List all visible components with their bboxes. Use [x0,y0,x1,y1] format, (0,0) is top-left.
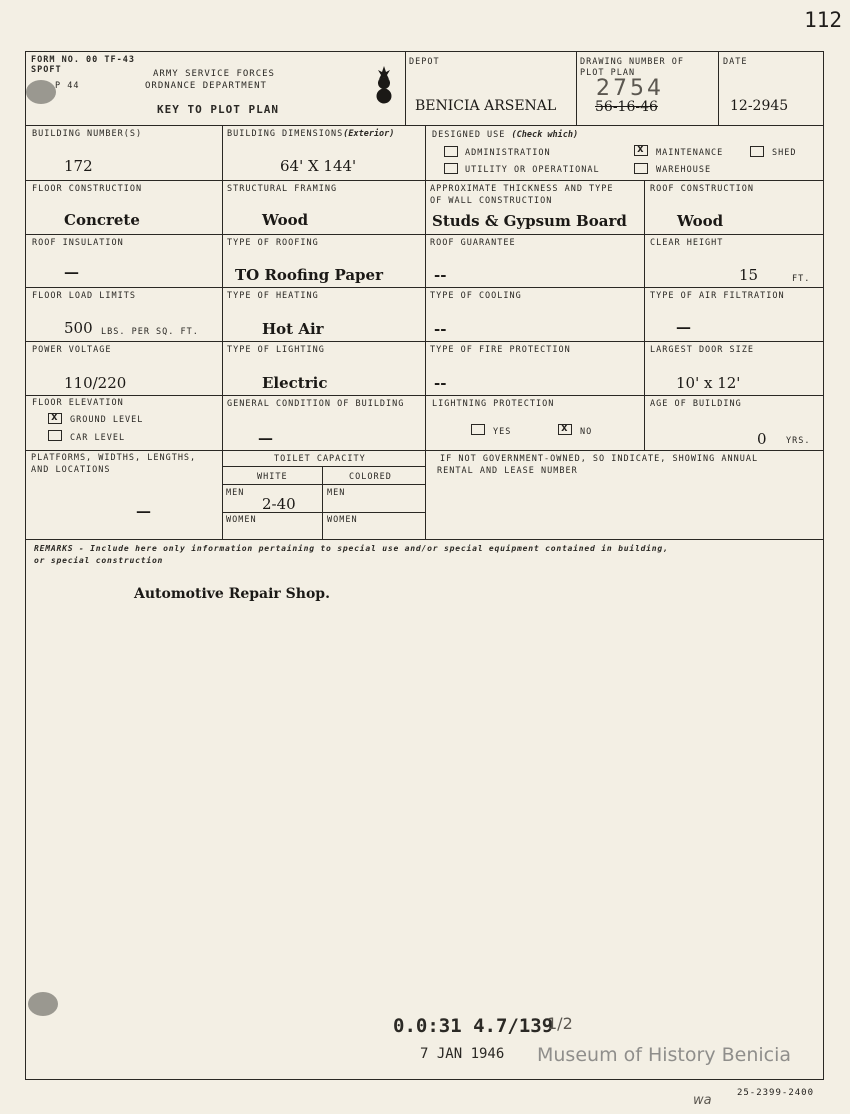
remarks-label-1: REMARKS - Include here only information pertaining to special use and/or special equipment contained in building, [34,544,669,553]
lightning-label: LIGHTNING PROTECTION [432,399,555,409]
designed-use-label: DESIGNED USE (Check which) [432,130,579,140]
lighting-value: Electric [262,374,328,392]
remarks-value: Automotive Repair Shop. [134,586,330,602]
drawing-number-old: 56-16-46 [595,99,658,115]
depot-value: BENICIA ARSENAL [415,98,557,114]
form-title: KEY TO PLOT PLAN [157,103,279,116]
drawing-number-handwritten: 2754 [596,76,664,101]
building-numbers-label: BUILDING NUMBER(S) [32,129,143,139]
dimensions-value: 64' X 144' [280,157,357,175]
form-p: P 44 [55,81,80,91]
depot-label: DEPOT [409,57,440,67]
floor-load-label: FLOOR LOAD LIMITS [32,291,136,301]
heating-value: Hot Air [262,320,324,338]
museum-watermark: Museum of History Benicia [537,1044,792,1066]
toilet-colored-label: COLORED [349,472,392,482]
receipt-stamp-fraction: 1/2 [547,1014,573,1033]
air-filtration-label: TYPE OF AIR FILTRATION [650,291,785,301]
roof-construction-value: Wood [677,212,724,230]
page-number: 112 [804,8,842,32]
toilet-white-label: WHITE [257,472,288,482]
form-sub: SPOFT [31,65,62,75]
checkbox-lightning-yes[interactable] [471,424,485,435]
toilet-white-women-label: WOMEN [226,515,257,525]
condition-value: — [258,429,273,447]
condition-label: GENERAL CONDITION OF BUILDING [227,399,405,409]
form-number: FORM NO. 00 TF-43 [31,55,135,65]
floor-load-unit: LBS. PER SQ. FT. [101,327,199,337]
date-label: DATE [723,57,748,67]
use-utility-label: UTILITY OR OPERATIONAL [465,165,600,175]
floor-construction-label: FLOOR CONSTRUCTION [32,184,143,194]
checkbox-ground-level-checked[interactable] [48,413,62,424]
agency-line-2: ORDNANCE DEPARTMENT [145,81,267,91]
receipt-stamp-date: 7 JAN 1946 [420,1046,505,1062]
dimensions-label: BUILDING DIMENSIONS(Exterior) [227,129,395,139]
fire-protection-value: -- [434,374,447,392]
ordnance-bomb-icon [375,66,393,104]
power-voltage-label: POWER VOLTAGE [32,345,112,355]
agency-line-1: ARMY SERVICE FORCES [153,69,275,79]
lightning-no-label: NO [580,427,593,437]
toilet-white-men-label: MEN [226,488,245,498]
roof-insulation-value: — [64,263,79,281]
clear-height-unit: FT. [792,274,811,284]
dimensions-note: (Exterior) [343,129,395,139]
wall-construction-label-2: OF WALL CONSTRUCTION [430,196,553,206]
checkbox-administration[interactable] [444,146,458,157]
use-warehouse-label: WAREHOUSE [656,165,712,175]
lightning-yes-label: YES [493,427,512,437]
checkbox-maintenance-checked[interactable] [634,145,648,156]
platforms-value: — [136,502,151,520]
wall-construction-value: Studs & Gypsum Board [432,212,627,230]
drawing-number-label: DRAWING NUMBER OF PLOT PLAN [580,57,684,78]
toilet-colored-men-label: MEN [327,488,346,498]
age-unit: YRS. [786,436,811,446]
use-shed-label: SHED [772,148,797,158]
roofing-type-label: TYPE OF ROOFING [227,238,319,248]
use-maintenance-label: MAINTENANCE [656,148,724,158]
remarks-label-2: or special construction [34,556,164,565]
largest-door-value: 10' x 12' [676,374,741,392]
cooling-value: -- [434,320,447,338]
heating-label: TYPE OF HEATING [227,291,319,301]
checkbox-lightning-no-checked[interactable] [558,424,572,435]
floor-load-value: 500 [64,319,93,337]
cooling-label: TYPE OF COOLING [430,291,522,301]
lighting-label: TYPE OF LIGHTING [227,345,325,355]
roofing-type-value: TO Roofing Paper [235,266,383,284]
clear-height-value: 15 [739,266,759,284]
platforms-label-2: AND LOCATIONS [31,465,111,475]
structural-framing-label: STRUCTURAL FRAMING [227,184,338,194]
elev-car-label: CAR LEVEL [70,433,126,443]
designed-use-note: (Check which) [511,130,579,140]
building-numbers-value: 172 [64,157,93,175]
handwritten-initials: wa [693,1093,712,1108]
checkbox-car-level[interactable] [48,430,62,441]
receipt-stamp-number: 0.0:31 4.7/139 [393,1015,554,1037]
form-code: 25-2399-2400 [736,1088,814,1098]
checkbox-utility[interactable] [444,163,458,174]
platforms-label-1: PLATFORMS, WIDTHS, LENGTHS, [31,453,197,463]
rental-label-2: RENTAL AND LEASE NUMBER [437,466,578,476]
rental-label-1: IF NOT GOVERNMENT-OWNED, SO INDICATE, SHOWING ANNUAL [440,454,759,464]
toilet-capacity-label: TOILET CAPACITY [274,454,366,464]
date-value: 12-2945 [730,98,789,114]
structural-framing-value: Wood [262,211,309,229]
toilet-white-men-value: 2-40 [262,495,296,513]
checkbox-shed[interactable] [750,146,764,157]
age-label: AGE OF BUILDING [650,399,742,409]
use-administration-label: ADMINISTRATION [465,148,551,158]
roof-guarantee-label: ROOF GUARANTEE [430,238,516,248]
floor-elevation-label: FLOOR ELEVATION [32,398,124,408]
roof-construction-label: ROOF CONSTRUCTION [650,184,754,194]
fire-protection-label: TYPE OF FIRE PROTECTION [430,345,571,355]
roof-guarantee-value: -- [434,266,447,284]
elev-ground-label: GROUND LEVEL [70,415,144,425]
floor-construction-value: Concrete [64,211,140,229]
age-value: 0 [757,430,767,448]
checkbox-warehouse[interactable] [634,163,648,174]
largest-door-label: LARGEST DOOR SIZE [650,345,754,355]
air-filtration-value: — [676,318,691,336]
toilet-colored-women-label: WOMEN [327,515,358,525]
roof-insulation-label: ROOF INSULATION [32,238,124,248]
power-voltage-value: 110/220 [64,374,127,392]
wall-construction-label-1: APPROXIMATE THICKNESS AND TYPE [430,184,614,194]
clear-height-label: CLEAR HEIGHT [650,238,724,248]
